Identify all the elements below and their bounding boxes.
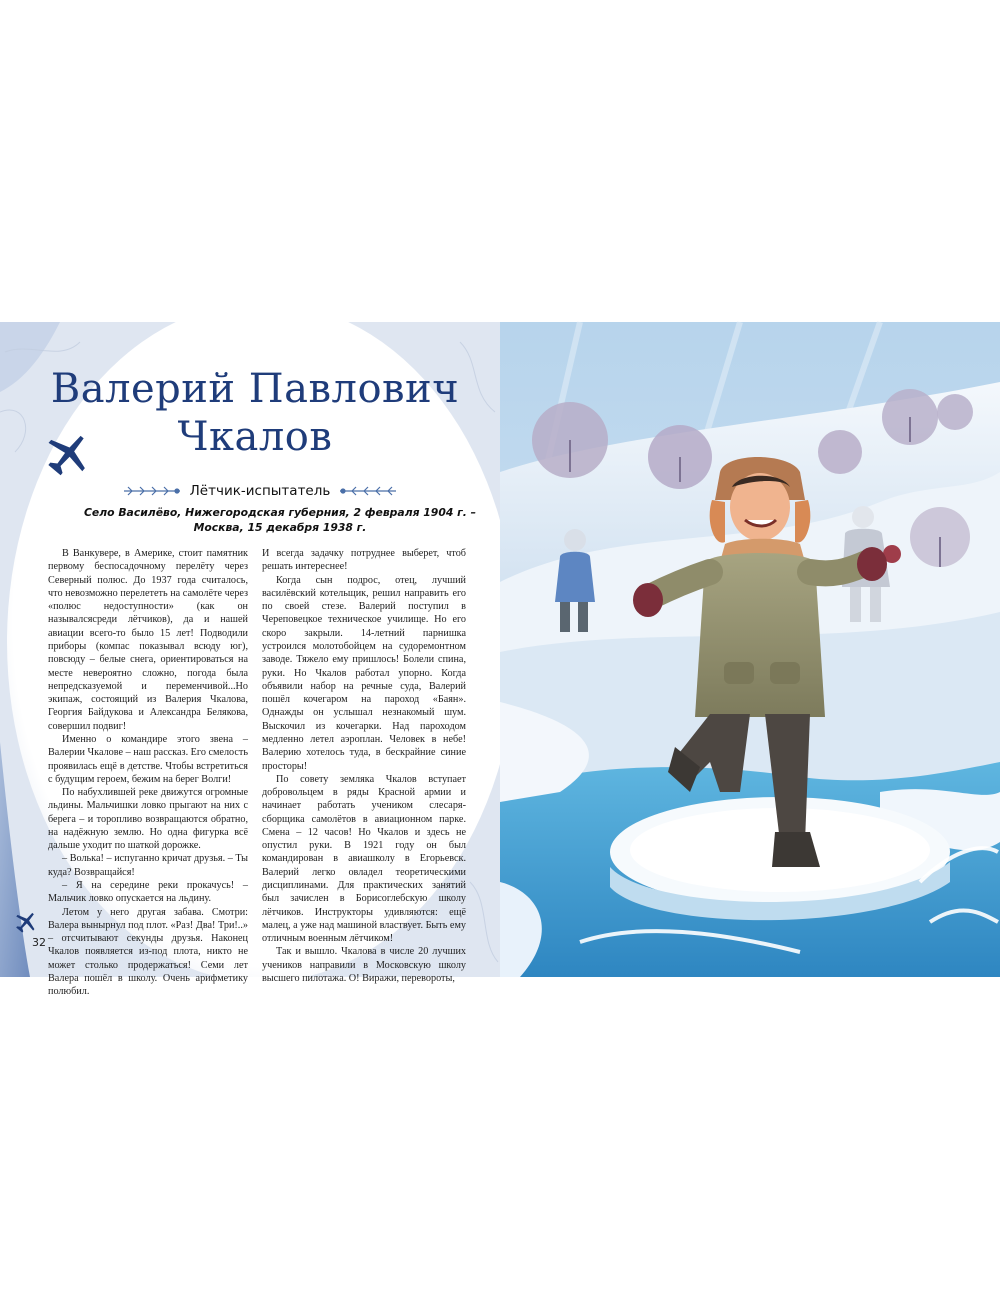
ornament-right-icon [338, 484, 398, 498]
paragraph: Так и вышло. Чкалова в числе 20 лучших учеников направили в Московскую школу высшего пилотажа. О! Виражи, перевороты, [262, 946, 466, 984]
left-page [0, 322, 500, 998]
paragraph: Именно о командире этого звена – Валерии Чкалове – наш рассказ. Его смелость проявилась ещё в детстве. Чтобы встретиться с будущим героем, бежим на берег Волги! [48, 733, 249, 785]
text-column-2 [262, 547, 466, 985]
subtitle-row [120, 479, 400, 503]
subtitle: Лётчик-испытатель [189, 483, 331, 499]
paragraph: По совету земляка Чкалов вступает добровольцем в ряды Красной армии и начинает работать учеником слесаря-сборщика самолётов в авиационном парке. Смена – 12 часов! Но Чкалов и здесь не опустил руки. В 1921 году он был командирован в авиашколу в Егорьевск. Валерий легко овладел теоретическими дисциплинами. Для практических занятий был зачислен в Борисоглебскую школу лётчиков. Инструкторы удивляются: ещё малец, а уже над машиной властвует. Быть ему отличным военным лётчиком! [262, 773, 466, 945]
airplane-icon [44, 430, 92, 478]
paragraph: Когда сын подрос, отец, лучший василёвский котельщик, решил направить его по своей стезе. Валерий поступил в Череповецкое техническое училище. Но его скоро закрыли. 14-летний парнишка устроился молотобойцем на судоремонтном заводе. Тяжело ему пришлось! Болели спина, руки. Но Чкалов работал упорно. Когда объявили набор на речные суда, Валерий пошёл кочегаром на пароход «Баян». Однажды он услышал незнакомый шум. Выскочил из кочегарки. Над пароходом медленно летел аэроплан. Человек в небе! Валерию хотелось туда, в бескрайние синие просторы! [262, 574, 466, 772]
death-place-line: Москва, 15 декабря 1938 г. [193, 521, 367, 534]
paragraph: – Я на середине реки прокачусь! – Мальчик ловко опускается на льдину. [48, 880, 248, 905]
page-title-line1: Валерий Павлович [50, 366, 460, 412]
ornament-left-icon [122, 484, 182, 498]
illustration-svg [500, 322, 1000, 977]
page-number: 32 [32, 936, 46, 949]
paragraph: В Ванкувере, в Америке, стоит памятник первому беспосадочному перелёту через Северный полюс. До 1937 года считалось, что невозможно перелететь на самолёте через «полюс недоступности» (как он называлсясреди лётчиков), да и нашей авиации всего-то было 15 лет! Подводили приборы (компас показывал всюду юг), повсюду – белые снега, ориентироваться на месте невероятно сложно, погода была непредсказуемой и переменчивой...Но экипаж, состоящий из Валерия Чкалова, Георгия Байдукова и Александра Белякова, совершил подвиг! [48, 548, 248, 732]
paragraph: По набухлившей реке движутся огромные льдины. Мальчишки ловко прыгают на них с берега – и торопливо возвращаются обратно, на надёжную землю. Но одна фигурка всё дальше уходит по шаткой дорожке. [48, 787, 248, 852]
paragraph: И всегда задачку потруднее выберет, чтоб решать интереснее! [262, 548, 466, 573]
page-title-line2: Чкалов [177, 414, 333, 460]
birth-place-line: Село Василёво, Нижегородская губерния, 2 февраля 1904 г. – [84, 506, 476, 519]
paragraph: – Волька! – испуганно кричат друзья. – Ты куда? Возвращайся! [48, 853, 248, 878]
book-spread [0, 322, 1000, 998]
paragraph: Летом у него другая забава. Смотри: Валера вынырнул под плот. «Раз! Два! Три!..» – отсчитывают секунды друзья. Наконец Чкалов появляется из-под плота, никто не может столько продержаться! Семи лет Валера пошёл в школу. Очень арифметику полюбил. [48, 906, 248, 998]
small-airplane-icon [14, 910, 38, 934]
text-column-1 [48, 547, 248, 999]
boy-on-ice-floe-illustration [500, 322, 1000, 977]
